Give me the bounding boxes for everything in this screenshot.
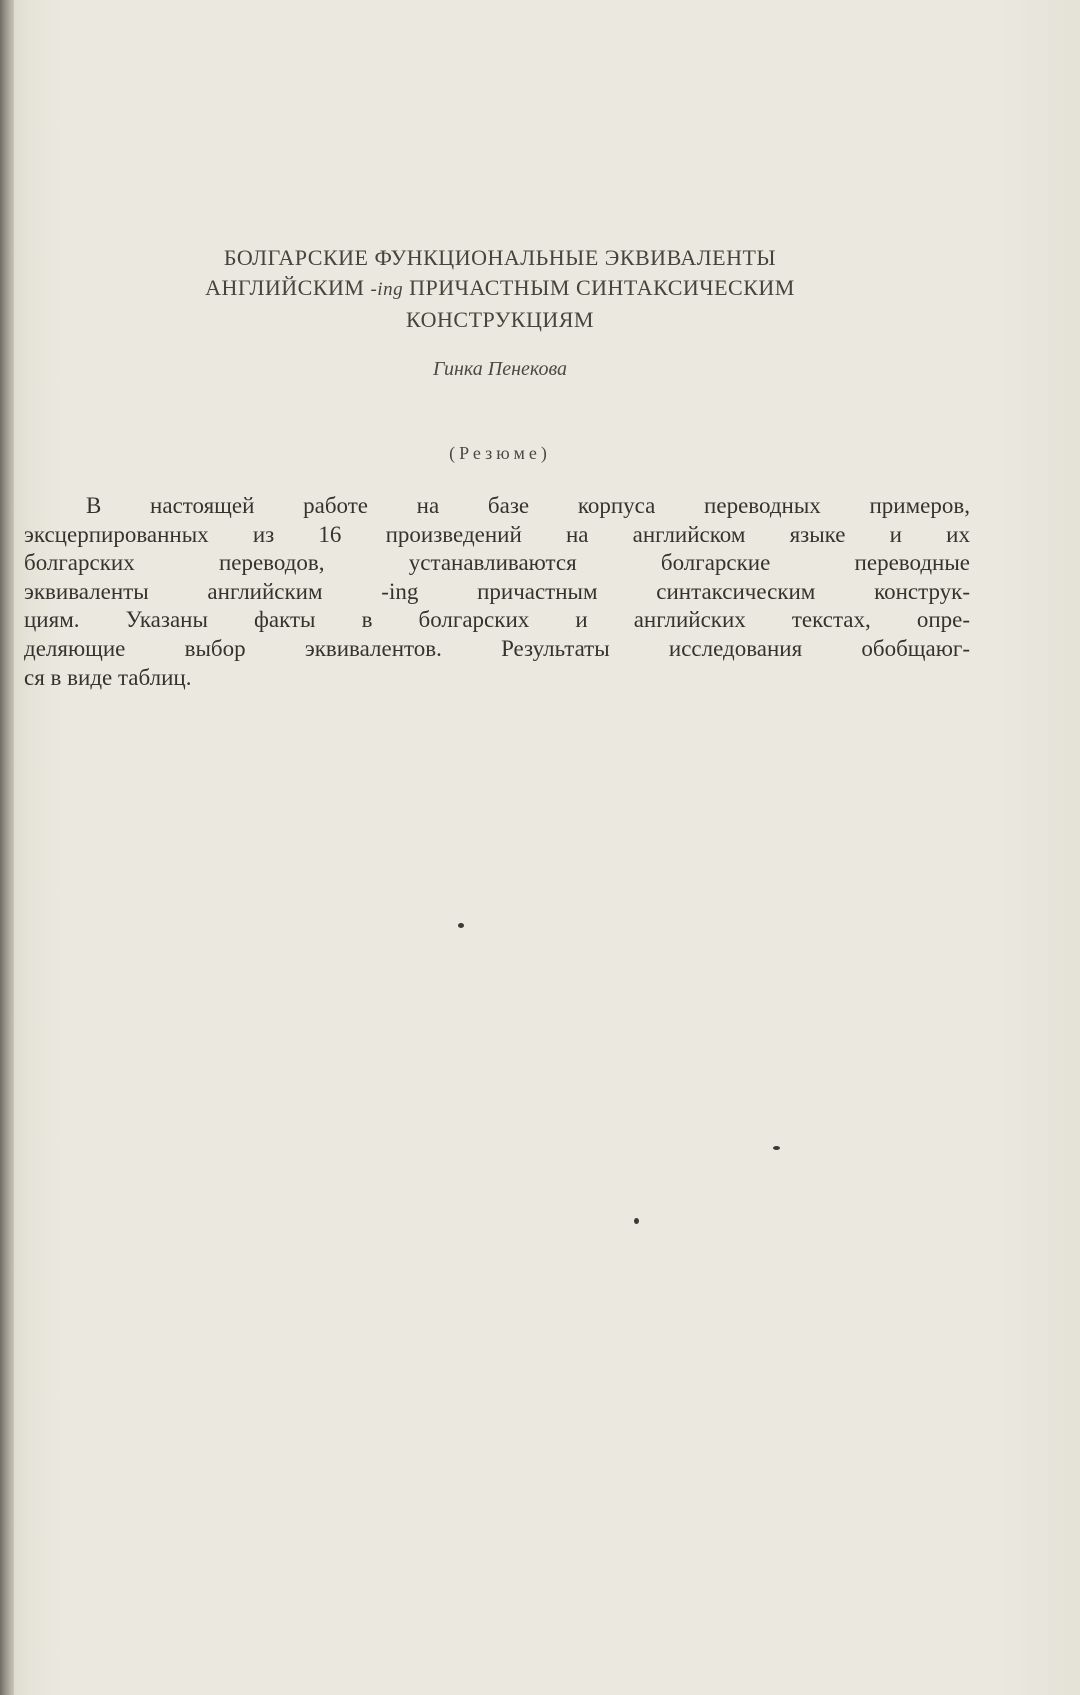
title-line-3: КОНСТРУКЦИЯМ — [406, 307, 594, 332]
abstract-line: В настоящей работе на базе корпуса переводных примеров, — [86, 493, 970, 518]
abstract-paragraph — [24, 492, 970, 692]
abstract-line: деляющие выбор эквивалентов. Результаты исследования обобщаюг- — [24, 635, 970, 661]
title-line-1: БОЛГАРСКИЕ ФУНКЦИОНАЛЬНЫЕ ЭКВИВАЛЕНТЫ — [223, 245, 777, 270]
title-line-2-before: АНГЛИЙСКИМ — [205, 275, 365, 300]
abstract-line: эквиваленты английским -ing причастным синтаксическим конструк- — [24, 578, 970, 604]
abstract-line: болгарских переводов, устанавливаются болгарские переводные — [24, 550, 970, 576]
paper-speck — [458, 923, 464, 928]
resume-heading: (Резюме) — [449, 443, 551, 463]
title-line-2-after: ПРИЧАСТНЫМ СИНТАКСИЧЕСКИМ — [409, 275, 795, 300]
abstract-line: циям. Указаны факты в болгарских и английских текстах, опре- — [24, 607, 970, 633]
abstract-line: эксцерпированных из 16 произведений на английском языке и их — [24, 521, 970, 547]
title-line-2-suffix: -ing — [370, 279, 404, 300]
book-spine-edge — [0, 0, 14, 1695]
paper-speck — [634, 1218, 639, 1224]
article-title — [100, 243, 900, 335]
author-name: Гинка Пенекова — [432, 358, 568, 380]
abstract-line: ся в виде таблиц. — [24, 664, 192, 690]
paper-speck — [773, 1146, 780, 1150]
